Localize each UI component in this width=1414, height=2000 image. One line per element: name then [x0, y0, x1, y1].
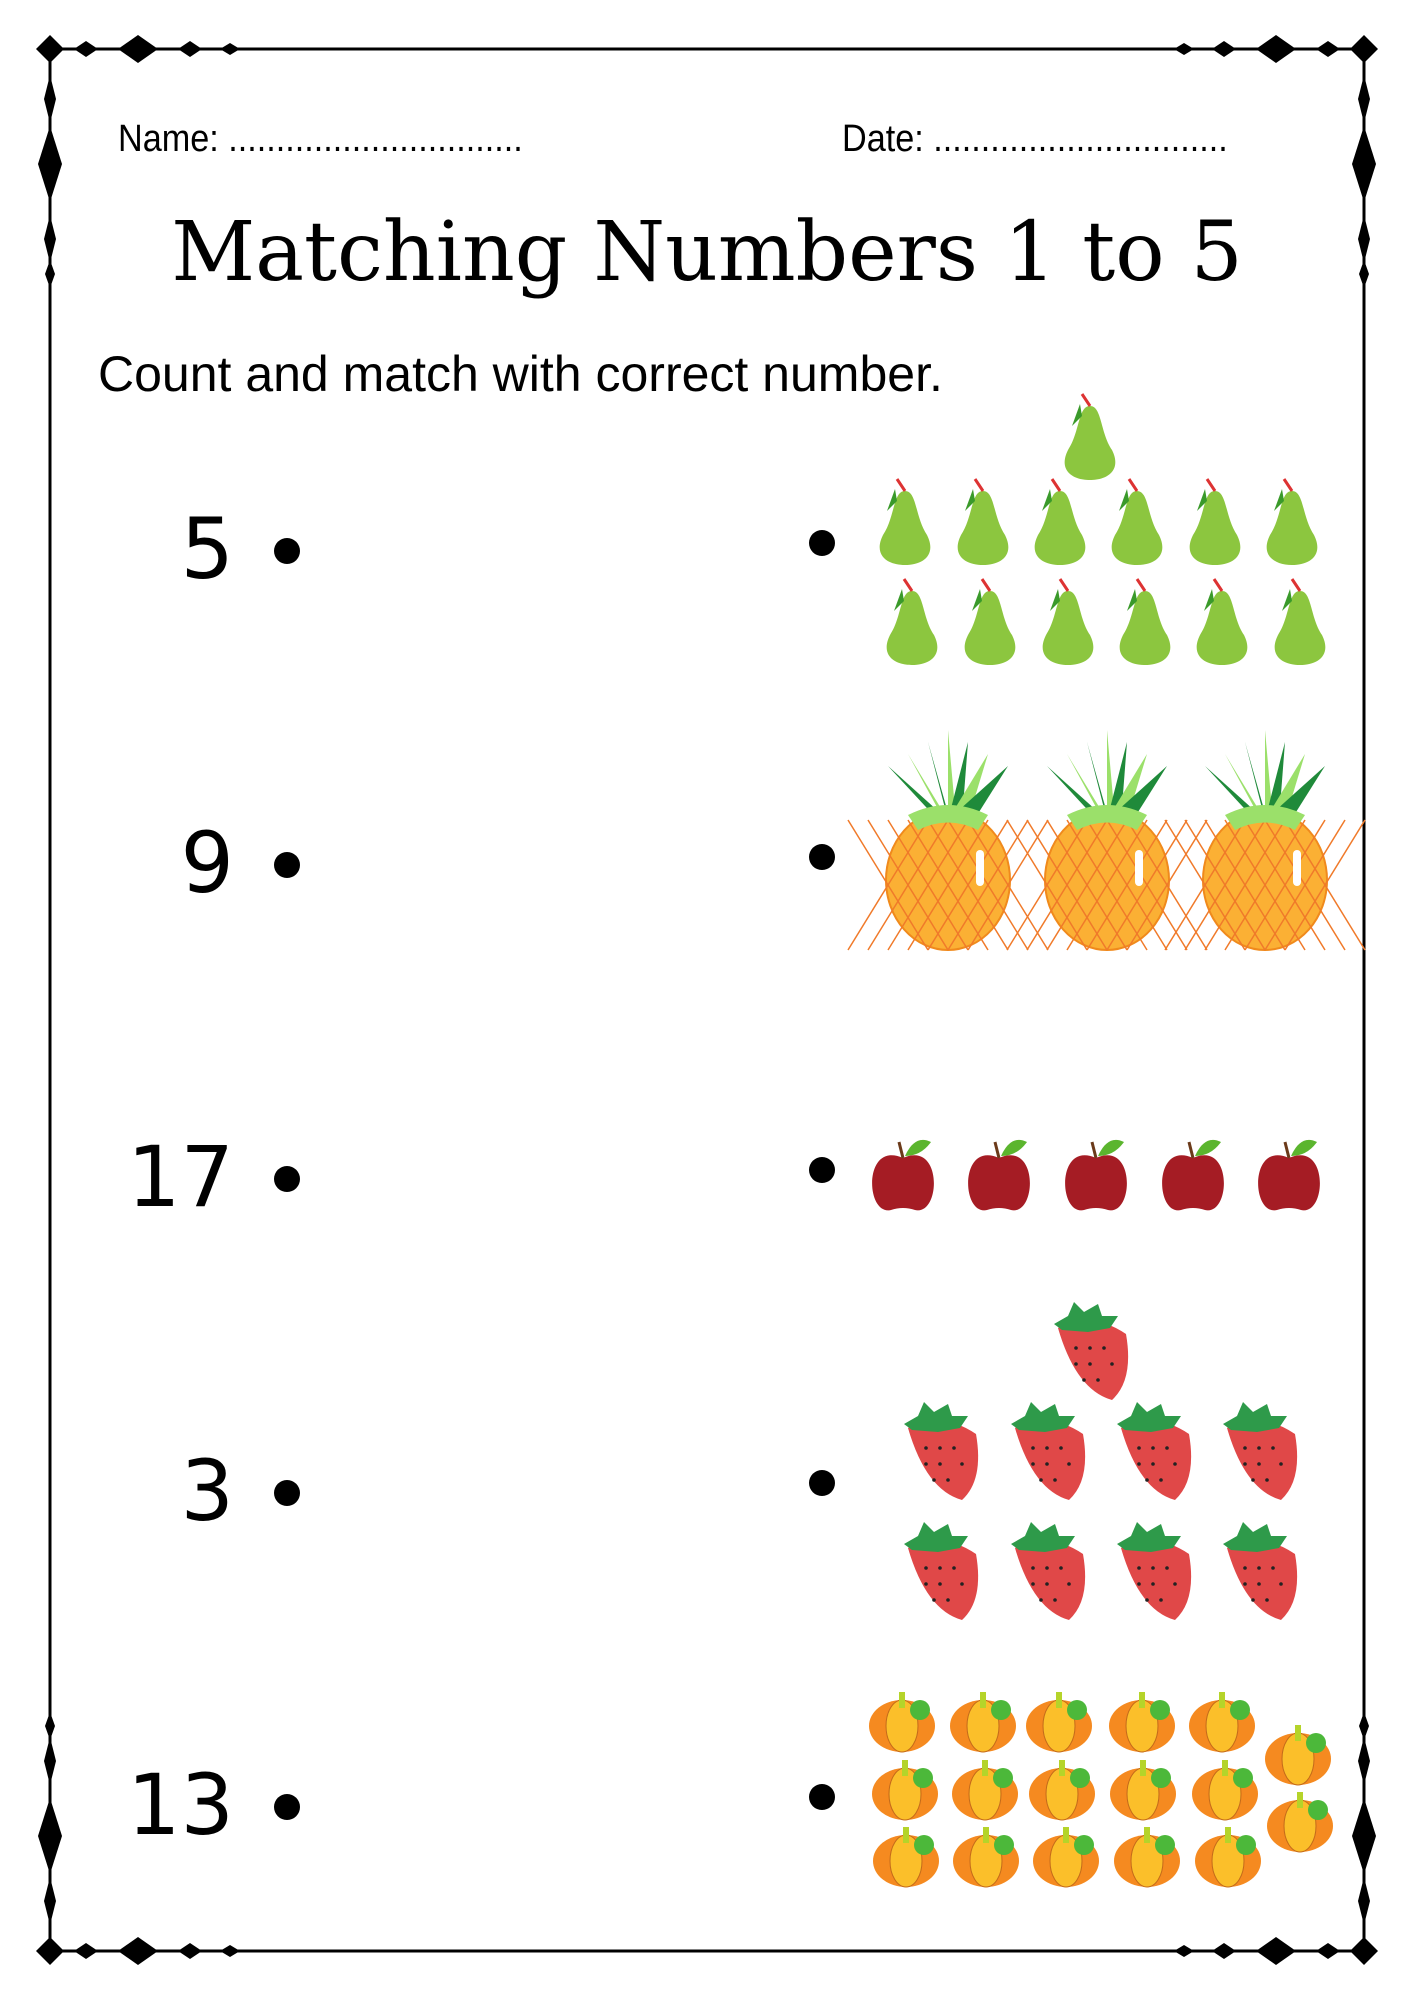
- pear-icon: [1197, 579, 1248, 665]
- pear-icon: [1043, 579, 1094, 665]
- pear-icon: [1120, 579, 1171, 665]
- pear-icon: [1065, 394, 1116, 480]
- right-match-dot[interactable]: [809, 1157, 835, 1183]
- pumpkin-icon: [952, 1760, 1018, 1820]
- diamond-ornament: [36, 35, 64, 63]
- right-match-dot[interactable]: [809, 844, 835, 870]
- diamond-ornament: [44, 75, 56, 123]
- pumpkin-icon: [1192, 1760, 1258, 1820]
- left-match-dot[interactable]: [274, 1794, 300, 1820]
- pumpkin-icon: [1109, 1692, 1175, 1752]
- pear-icon: [880, 479, 931, 565]
- right-match-dot[interactable]: [809, 1784, 835, 1810]
- diamond-ornament: [1256, 35, 1296, 63]
- apple-icon: [1065, 1140, 1127, 1210]
- diamond-ornament: [1350, 35, 1378, 63]
- diamond-ornament: [1352, 1798, 1376, 1874]
- pumpkin-icon: [1189, 1692, 1255, 1752]
- pineapple-icon: [848, 730, 1048, 950]
- diamond-ornament: [74, 41, 98, 57]
- right-match-dot[interactable]: [809, 1470, 835, 1496]
- pumpkin-icon: [1114, 1827, 1180, 1887]
- name-field[interactable]: Name: ...............................: [118, 118, 523, 160]
- diamond-ornament: [178, 1943, 202, 1959]
- number-label: 5: [180, 500, 234, 598]
- diamond-ornament: [1358, 75, 1370, 123]
- diamond-ornament: [1256, 1937, 1296, 1965]
- diamond-ornament: [1212, 41, 1236, 57]
- diamond-ornament: [178, 41, 202, 57]
- apple-icon: [872, 1140, 934, 1210]
- diamond-ornament: [1358, 1737, 1370, 1785]
- pear-icon: [1112, 479, 1163, 565]
- pumpkin-icon: [872, 1760, 938, 1820]
- number-label: 17: [127, 1128, 234, 1226]
- diamond-ornament: [1316, 41, 1340, 57]
- apple-icon: [1162, 1140, 1224, 1210]
- pumpkin-icon: [1029, 1760, 1095, 1820]
- strawberry-icon: [904, 1522, 978, 1620]
- pear-icon: [958, 479, 1009, 565]
- diamond-ornament: [1359, 1712, 1369, 1740]
- apple-icon: [968, 1140, 1030, 1210]
- diamond-ornament: [1358, 1877, 1370, 1925]
- number-label: 3: [180, 1442, 234, 1540]
- diamond-ornament: [220, 1945, 240, 1957]
- diamond-ornament: [1212, 1943, 1236, 1959]
- strawberry-icon: [1011, 1402, 1085, 1500]
- pumpkin-icon: [869, 1692, 935, 1752]
- diamond-ornament: [1316, 1943, 1340, 1959]
- diamond-ornament: [45, 1712, 55, 1740]
- pear-icon: [965, 579, 1016, 665]
- diamond-ornament: [1174, 1945, 1194, 1957]
- pear-icon: [1275, 579, 1326, 665]
- strawberry-icon: [1117, 1522, 1191, 1620]
- pumpkin-icon: [953, 1827, 1019, 1887]
- strawberry-icon: [1117, 1402, 1191, 1500]
- left-match-dot[interactable]: [274, 538, 300, 564]
- pear-icon: [887, 579, 938, 665]
- strawberry-icon: [1223, 1402, 1297, 1500]
- pumpkin-icon: [873, 1827, 939, 1887]
- diamond-ornament: [36, 1937, 64, 1965]
- pumpkin-icon: [1110, 1760, 1176, 1820]
- diamond-ornament: [74, 1943, 98, 1959]
- pear-icon: [1267, 479, 1318, 565]
- diamond-ornament: [220, 43, 240, 55]
- diamond-ornament: [1352, 126, 1376, 202]
- pumpkin-icon: [1195, 1827, 1261, 1887]
- pear-icon: [1035, 479, 1086, 565]
- instruction-text: Count and match with correct number.: [98, 346, 943, 402]
- apple-icon: [1258, 1140, 1320, 1210]
- page-title: Matching Numbers 1 to 5: [171, 205, 1243, 300]
- left-match-dot[interactable]: [274, 1166, 300, 1192]
- diamond-ornament: [1350, 1937, 1378, 1965]
- date-field[interactable]: Date: ...............................: [842, 118, 1228, 160]
- pumpkin-icon: [1265, 1725, 1331, 1785]
- diamond-ornament: [44, 1877, 56, 1925]
- strawberry-icon: [1054, 1302, 1128, 1400]
- diamond-ornament: [38, 126, 62, 202]
- right-match-dot[interactable]: [809, 530, 835, 556]
- pumpkin-icon: [1026, 1692, 1092, 1752]
- decorative-border: [36, 35, 1378, 1965]
- strawberry-icon: [1011, 1522, 1085, 1620]
- fruit-illustrations: [848, 394, 1365, 1887]
- diamond-ornament: [1174, 43, 1194, 55]
- pear-icon: [1190, 479, 1241, 565]
- left-match-dot[interactable]: [274, 852, 300, 878]
- number-label: 13: [127, 1756, 234, 1854]
- pumpkin-icon: [950, 1692, 1016, 1752]
- strawberry-icon: [904, 1402, 978, 1500]
- left-match-dot[interactable]: [274, 1480, 300, 1506]
- strawberry-icon: [1223, 1522, 1297, 1620]
- diamond-ornament: [118, 35, 158, 63]
- diamond-ornament: [118, 1937, 158, 1965]
- number-label: 9: [180, 814, 234, 912]
- pumpkin-icon: [1267, 1792, 1333, 1852]
- pumpkin-icon: [1033, 1827, 1099, 1887]
